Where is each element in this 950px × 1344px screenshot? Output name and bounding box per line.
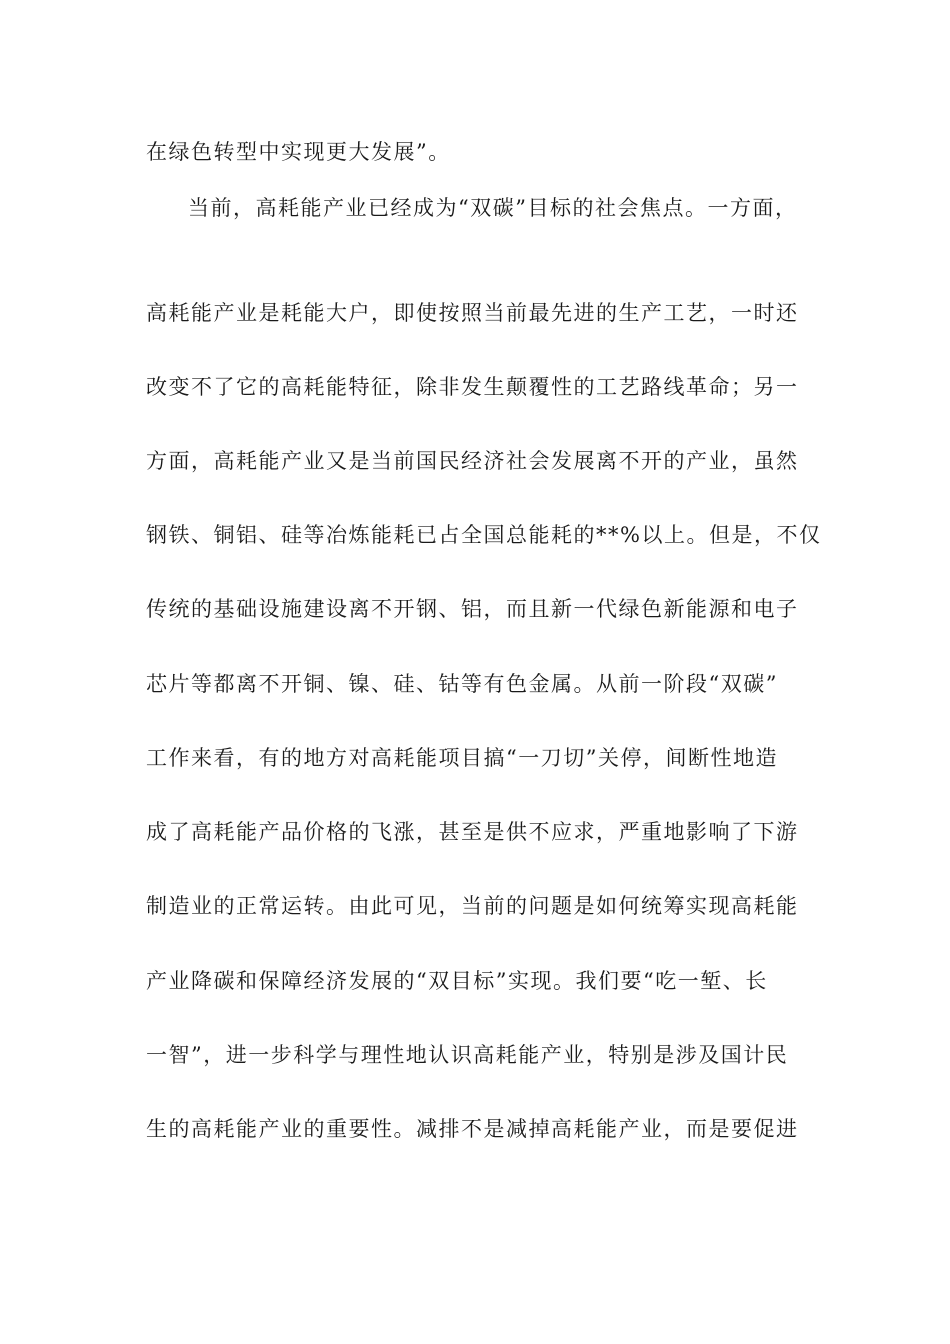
text-line: 方面，高耗能产业又是当前国民经济社会发展离不开的产业，虽然: [146, 449, 799, 473]
text-line: 制造业的正常运转。由此可见，当前的问题是如何统筹实现高耗能: [146, 894, 799, 918]
text-line: 传统的基础设施建设离不开钢、铝，而且新一代绿色新能源和电子: [146, 597, 799, 621]
text-line: 改变不了它的高耗能特征，除非发生颠覆性的工艺路线革命；另一: [146, 375, 799, 399]
text-line: 一智”，进一步科学与理性地认识高耗能产业，特别是涉及国计民: [146, 1043, 789, 1067]
text-line: 高耗能产业是耗能大户，即使按照当前最先进的生产工艺，一时还: [146, 301, 799, 325]
text-line: 产业降碳和保障经济发展的“双目标”实现。我们要“吃一堑、长: [146, 969, 768, 993]
text-line: 生的高耗能产业的重要性。减排不是减掉高耗能产业，而是要促进: [146, 1117, 799, 1141]
text-line: 钢铁、铜铝、硅等冶炼能耗已占全国总能耗的**%以上。但是，不仅: [146, 523, 822, 547]
text-line: 当前，高耗能产业已经成为“双碳”目标的社会焦点。一方面，: [188, 196, 798, 220]
text-line: 在绿色转型中实现更大发展”。: [146, 140, 451, 164]
text-line: 芯片等都离不开铜、镍、硅、钴等有色金属。从前一阶段“双碳”: [146, 672, 778, 696]
text-line: 工作来看，有的地方对高耗能项目搞“一刀切”关停，间断性地造: [146, 746, 778, 770]
text-line: 成了高耗能产品价格的飞涨，甚至是供不应求，严重地影响了下游: [146, 820, 799, 844]
